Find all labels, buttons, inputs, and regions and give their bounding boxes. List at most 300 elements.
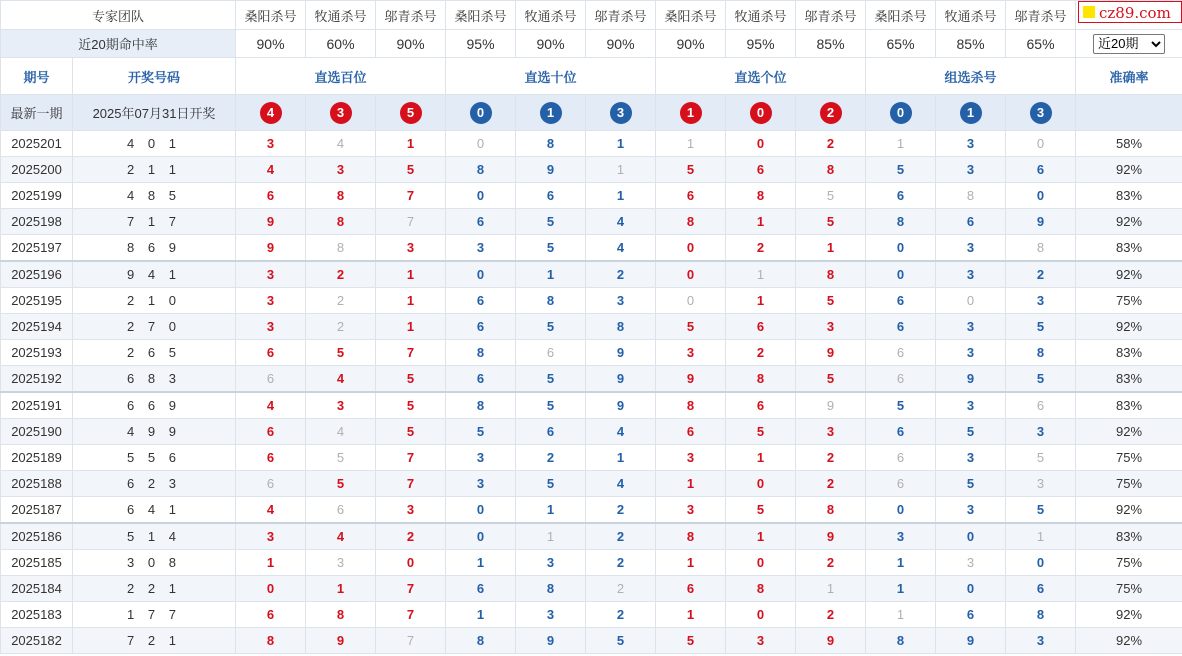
kill-number: 0 xyxy=(236,576,306,602)
kill-number: 1 xyxy=(656,550,726,576)
kill-number: 7 xyxy=(376,628,446,654)
accuracy: 75% xyxy=(1076,445,1182,471)
accuracy: 92% xyxy=(1076,602,1182,628)
col-period: 期号 xyxy=(1,58,73,95)
period-number: 2025199 xyxy=(1,183,73,209)
kill-number: 3 xyxy=(306,392,376,419)
col-group-tens: 直选十位 xyxy=(446,58,656,95)
prediction-ball: 0 xyxy=(750,102,772,124)
kill-number: 8 xyxy=(516,576,586,602)
expert-name: 桑阳杀号 xyxy=(446,1,516,30)
table-row xyxy=(1,628,1182,654)
kill-number: 8 xyxy=(516,288,586,314)
kill-number: 4 xyxy=(306,419,376,445)
kill-number: 0 xyxy=(446,183,516,209)
site-logo[interactable] xyxy=(1078,1,1182,23)
kill-number: 5 xyxy=(936,419,1006,445)
period-number: 2025185 xyxy=(1,550,73,576)
kill-number: 8 xyxy=(866,209,936,235)
draw-number: 2 1 1 xyxy=(73,157,236,183)
kill-number: 7 xyxy=(376,602,446,628)
col-group-combo: 组选杀号 xyxy=(866,58,1076,95)
accuracy: 92% xyxy=(1076,209,1182,235)
kill-number: 6 xyxy=(236,340,306,366)
logo-text: cz89.com xyxy=(1099,4,1171,22)
kill-number: 2 xyxy=(586,602,656,628)
table-row xyxy=(1,209,1182,235)
kill-number: 6 xyxy=(1006,392,1076,419)
col-draw: 开奖号码 xyxy=(73,58,236,95)
kill-number: 0 xyxy=(726,471,796,497)
kill-number: 3 xyxy=(236,261,306,288)
hit-rate: 85% xyxy=(796,30,866,58)
kill-number: 2 xyxy=(726,340,796,366)
kill-number: 6 xyxy=(656,576,726,602)
kill-number: 1 xyxy=(376,314,446,340)
draw-number: 4 9 9 xyxy=(73,419,236,445)
kill-number: 3 xyxy=(1006,419,1076,445)
period-number: 2025201 xyxy=(1,131,73,157)
kill-number: 8 xyxy=(446,340,516,366)
latest-ball-cell xyxy=(656,95,726,131)
kill-number: 4 xyxy=(306,131,376,157)
kill-number: 2 xyxy=(796,550,866,576)
kill-number: 8 xyxy=(446,157,516,183)
kill-number: 3 xyxy=(446,445,516,471)
kill-number: 9 xyxy=(796,523,866,550)
accuracy: 83% xyxy=(1076,183,1182,209)
kill-number: 8 xyxy=(306,209,376,235)
kill-number: 8 xyxy=(866,628,936,654)
kill-number: 5 xyxy=(306,471,376,497)
prediction-ball: 3 xyxy=(330,102,352,124)
latest-date: 2025年07月31日开奖 xyxy=(73,95,236,131)
kill-number: 6 xyxy=(516,340,586,366)
kill-number: 9 xyxy=(586,366,656,393)
kill-number: 6 xyxy=(1006,157,1076,183)
kill-number: 9 xyxy=(936,366,1006,393)
kill-number: 0 xyxy=(446,131,516,157)
kill-number: 6 xyxy=(726,314,796,340)
draw-number: 9 4 1 xyxy=(73,261,236,288)
kill-number: 3 xyxy=(656,445,726,471)
kill-number: 6 xyxy=(236,471,306,497)
table-row xyxy=(1,497,1182,524)
kill-number: 6 xyxy=(866,419,936,445)
kill-number: 3 xyxy=(516,602,586,628)
kill-number: 3 xyxy=(936,131,1006,157)
kill-number: 6 xyxy=(236,183,306,209)
draw-number: 5 5 6 xyxy=(73,445,236,471)
kill-number: 8 xyxy=(1006,235,1076,262)
expert-name: 桑阳杀号 xyxy=(866,1,936,30)
expert-name: 牧通杀号 xyxy=(936,1,1006,30)
kill-number: 6 xyxy=(1006,576,1076,602)
table-row xyxy=(1,471,1182,497)
hit-rate: 65% xyxy=(866,30,936,58)
table-row xyxy=(1,550,1182,576)
kill-number: 2 xyxy=(1006,261,1076,288)
kill-number: 5 xyxy=(726,419,796,445)
kill-number: 1 xyxy=(866,131,936,157)
table-row xyxy=(1,131,1182,157)
kill-number: 2 xyxy=(796,602,866,628)
accuracy: 83% xyxy=(1076,340,1182,366)
expert-name: 邬青杀号 xyxy=(376,1,446,30)
kill-number: 2 xyxy=(586,497,656,524)
kill-number: 4 xyxy=(586,471,656,497)
kill-number: 0 xyxy=(726,602,796,628)
draw-number: 5 1 4 xyxy=(73,523,236,550)
kill-number: 0 xyxy=(726,550,796,576)
kill-number: 5 xyxy=(516,209,586,235)
kill-number: 3 xyxy=(726,628,796,654)
hit-rate: 90% xyxy=(376,30,446,58)
kill-number: 3 xyxy=(936,157,1006,183)
accuracy: 75% xyxy=(1076,576,1182,602)
latest-accuracy-empty xyxy=(1076,95,1182,131)
kill-number: 1 xyxy=(516,497,586,524)
latest-ball-cell xyxy=(796,95,866,131)
table-row xyxy=(1,523,1182,550)
kill-number: 4 xyxy=(586,235,656,262)
period-number: 2025183 xyxy=(1,602,73,628)
kill-number: 1 xyxy=(236,550,306,576)
kill-number: 1 xyxy=(306,576,376,602)
kill-number: 4 xyxy=(236,392,306,419)
kill-number: 5 xyxy=(376,392,446,419)
kill-number: 4 xyxy=(306,366,376,393)
kill-number: 1 xyxy=(726,209,796,235)
kill-number: 2 xyxy=(726,235,796,262)
kill-number: 0 xyxy=(656,261,726,288)
kill-number: 1 xyxy=(516,523,586,550)
kill-number: 8 xyxy=(726,183,796,209)
expert-name: 牧通杀号 xyxy=(306,1,376,30)
kill-number: 6 xyxy=(866,314,936,340)
accuracy: 83% xyxy=(1076,523,1182,550)
kill-number: 5 xyxy=(796,366,866,393)
kill-number: 4 xyxy=(306,523,376,550)
prediction-ball: 1 xyxy=(540,102,562,124)
kill-number: 3 xyxy=(936,261,1006,288)
kill-number: 3 xyxy=(376,497,446,524)
kill-number: 0 xyxy=(656,235,726,262)
period-number: 2025188 xyxy=(1,471,73,497)
latest-ball-cell xyxy=(236,95,306,131)
latest-ball-cell xyxy=(376,95,446,131)
table-row xyxy=(1,392,1182,419)
kill-number: 2 xyxy=(586,576,656,602)
kill-number: 4 xyxy=(586,209,656,235)
kill-number: 3 xyxy=(236,131,306,157)
kill-number: 8 xyxy=(656,209,726,235)
hit-rate-row xyxy=(1,30,1182,58)
kill-number: 0 xyxy=(446,261,516,288)
column-header-row xyxy=(1,58,1182,95)
latest-label: 最新一期 xyxy=(1,95,73,131)
kill-number: 8 xyxy=(796,157,866,183)
table-row xyxy=(1,288,1182,314)
accuracy: 92% xyxy=(1076,419,1182,445)
kill-number: 9 xyxy=(796,628,866,654)
period-number: 2025196 xyxy=(1,261,73,288)
period-number: 2025194 xyxy=(1,314,73,340)
kill-number: 5 xyxy=(656,628,726,654)
kill-number: 3 xyxy=(586,288,656,314)
kill-number: 0 xyxy=(936,523,1006,550)
table-row xyxy=(1,366,1182,393)
kill-number: 0 xyxy=(1006,550,1076,576)
kill-number: 1 xyxy=(656,131,726,157)
accuracy: 92% xyxy=(1076,261,1182,288)
kill-number: 5 xyxy=(936,471,1006,497)
kill-number: 5 xyxy=(1006,497,1076,524)
period-number: 2025189 xyxy=(1,445,73,471)
draw-number: 2 2 1 xyxy=(73,576,236,602)
kill-number: 1 xyxy=(726,523,796,550)
kill-number: 0 xyxy=(936,288,1006,314)
kill-number: 5 xyxy=(656,157,726,183)
period-number: 2025197 xyxy=(1,235,73,262)
kill-number: 2 xyxy=(796,131,866,157)
table-row xyxy=(1,576,1182,602)
prediction-ball: 1 xyxy=(680,102,702,124)
expert-name: 邬青杀号 xyxy=(1006,1,1076,30)
kill-number: 1 xyxy=(376,131,446,157)
kill-number: 9 xyxy=(1006,209,1076,235)
kill-number: 0 xyxy=(1006,131,1076,157)
kill-number: 8 xyxy=(1006,602,1076,628)
kill-number: 1 xyxy=(446,602,516,628)
kill-number: 8 xyxy=(306,235,376,262)
kill-number: 8 xyxy=(446,392,516,419)
kill-number: 2 xyxy=(586,523,656,550)
table-row xyxy=(1,157,1182,183)
kill-number: 2 xyxy=(796,471,866,497)
kill-number: 5 xyxy=(866,157,936,183)
kill-number: 1 xyxy=(446,550,516,576)
kill-number: 8 xyxy=(306,602,376,628)
kill-number: 1 xyxy=(656,471,726,497)
draw-number: 2 6 5 xyxy=(73,340,236,366)
draw-number: 6 4 1 xyxy=(73,497,236,524)
period-range-select[interactable] xyxy=(1093,34,1165,54)
kill-number: 9 xyxy=(516,157,586,183)
kill-number: 9 xyxy=(586,340,656,366)
table-row xyxy=(1,314,1182,340)
period-number: 2025190 xyxy=(1,419,73,445)
kill-number: 5 xyxy=(516,392,586,419)
kill-number: 3 xyxy=(446,235,516,262)
kill-number: 6 xyxy=(236,602,306,628)
table-row xyxy=(1,445,1182,471)
expert-row xyxy=(1,1,1182,30)
kill-number: 3 xyxy=(1006,628,1076,654)
accuracy: 92% xyxy=(1076,157,1182,183)
kill-number: 3 xyxy=(236,523,306,550)
kill-number: 6 xyxy=(446,209,516,235)
latest-ball-cell xyxy=(306,95,376,131)
kill-number: 1 xyxy=(586,157,656,183)
kill-number: 5 xyxy=(376,419,446,445)
draw-number: 8 6 9 xyxy=(73,235,236,262)
period-number: 2025198 xyxy=(1,209,73,235)
prediction-ball: 3 xyxy=(1030,102,1052,124)
hit-rate: 85% xyxy=(936,30,1006,58)
table-row xyxy=(1,340,1182,366)
kill-number: 6 xyxy=(866,288,936,314)
kill-number: 6 xyxy=(236,366,306,393)
kill-number: 8 xyxy=(516,131,586,157)
kill-number: 3 xyxy=(866,523,936,550)
latest-ball-cell xyxy=(936,95,1006,131)
kill-number: 8 xyxy=(586,314,656,340)
kill-number: 6 xyxy=(656,419,726,445)
kill-number: 0 xyxy=(936,576,1006,602)
kill-number: 8 xyxy=(796,261,866,288)
accuracy: 75% xyxy=(1076,471,1182,497)
kill-number: 1 xyxy=(656,602,726,628)
period-number: 2025191 xyxy=(1,392,73,419)
kill-number: 2 xyxy=(306,261,376,288)
kill-number: 8 xyxy=(656,523,726,550)
period-number: 2025192 xyxy=(1,366,73,393)
prediction-ball: 0 xyxy=(470,102,492,124)
hit-rate: 90% xyxy=(586,30,656,58)
kill-number: 3 xyxy=(936,392,1006,419)
draw-number: 4 0 1 xyxy=(73,131,236,157)
expert-name: 邬青杀号 xyxy=(586,1,656,30)
kill-number: 8 xyxy=(936,183,1006,209)
kill-number: 5 xyxy=(516,471,586,497)
col-accuracy: 准确率 xyxy=(1076,58,1182,95)
period-number: 2025187 xyxy=(1,497,73,524)
kill-number: 9 xyxy=(656,366,726,393)
kill-number: 3 xyxy=(936,550,1006,576)
kill-number: 3 xyxy=(936,497,1006,524)
prediction-ball: 0 xyxy=(890,102,912,124)
prediction-ball: 2 xyxy=(820,102,842,124)
kill-number: 4 xyxy=(236,157,306,183)
accuracy: 92% xyxy=(1076,497,1182,524)
logo-square-icon xyxy=(1083,6,1095,18)
kill-number: 1 xyxy=(866,550,936,576)
kill-number: 1 xyxy=(1006,523,1076,550)
prediction-ball: 3 xyxy=(610,102,632,124)
hit-rate: 95% xyxy=(726,30,796,58)
hit-rate: 65% xyxy=(1006,30,1076,58)
period-number: 2025186 xyxy=(1,523,73,550)
kill-number: 2 xyxy=(306,314,376,340)
kill-number: 6 xyxy=(446,576,516,602)
kill-number: 0 xyxy=(726,131,796,157)
kill-number: 5 xyxy=(866,392,936,419)
expert-name: 桑阳杀号 xyxy=(236,1,306,30)
kill-number: 1 xyxy=(376,288,446,314)
kill-number: 5 xyxy=(376,366,446,393)
accuracy: 58% xyxy=(1076,131,1182,157)
kill-number: 6 xyxy=(866,183,936,209)
kill-number: 9 xyxy=(306,628,376,654)
kill-number: 3 xyxy=(936,235,1006,262)
latest-ball-cell xyxy=(866,95,936,131)
latest-ball-cell xyxy=(446,95,516,131)
hit-rate: 60% xyxy=(306,30,376,58)
kill-number: 5 xyxy=(796,288,866,314)
kill-number: 9 xyxy=(796,340,866,366)
kill-number: 1 xyxy=(516,261,586,288)
kill-number: 6 xyxy=(236,419,306,445)
kill-number: 1 xyxy=(726,261,796,288)
kill-number: 6 xyxy=(866,471,936,497)
accuracy: 92% xyxy=(1076,314,1182,340)
kill-number: 0 xyxy=(656,288,726,314)
kill-number: 3 xyxy=(656,497,726,524)
kill-number: 8 xyxy=(446,628,516,654)
kill-number: 3 xyxy=(936,445,1006,471)
kill-number: 3 xyxy=(376,235,446,262)
kill-number: 3 xyxy=(656,340,726,366)
kill-number: 4 xyxy=(586,419,656,445)
latest-ball-cell xyxy=(516,95,586,131)
kill-number: 3 xyxy=(936,314,1006,340)
period-number: 2025193 xyxy=(1,340,73,366)
kill-number: 5 xyxy=(376,157,446,183)
kill-number: 1 xyxy=(726,288,796,314)
draw-number: 3 0 8 xyxy=(73,550,236,576)
kill-number: 2 xyxy=(306,288,376,314)
draw-number: 4 8 5 xyxy=(73,183,236,209)
kill-number: 9 xyxy=(236,209,306,235)
kill-number: 5 xyxy=(656,314,726,340)
kill-number: 9 xyxy=(236,235,306,262)
period-select-cell xyxy=(1076,30,1182,58)
kill-number: 0 xyxy=(866,261,936,288)
kill-number: 0 xyxy=(866,497,936,524)
kill-number: 5 xyxy=(516,366,586,393)
draw-number: 1 7 7 xyxy=(73,602,236,628)
kill-number: 3 xyxy=(936,340,1006,366)
kill-number: 6 xyxy=(936,602,1006,628)
accuracy: 75% xyxy=(1076,288,1182,314)
kill-number: 6 xyxy=(866,340,936,366)
kill-number: 8 xyxy=(236,628,306,654)
table-row xyxy=(1,261,1182,288)
kill-number: 5 xyxy=(446,419,516,445)
kill-number: 0 xyxy=(446,497,516,524)
kill-number: 1 xyxy=(866,576,936,602)
kill-number: 7 xyxy=(376,340,446,366)
kill-number: 1 xyxy=(586,445,656,471)
kill-number: 5 xyxy=(306,445,376,471)
kill-number: 3 xyxy=(796,419,866,445)
kill-number: 6 xyxy=(726,392,796,419)
kill-number: 1 xyxy=(586,183,656,209)
kill-number: 5 xyxy=(516,314,586,340)
accuracy: 92% xyxy=(1076,628,1182,654)
latest-ball-cell xyxy=(1006,95,1076,131)
hit-rate: 90% xyxy=(516,30,586,58)
kill-number: 0 xyxy=(446,523,516,550)
kill-number: 5 xyxy=(726,497,796,524)
table-row xyxy=(1,419,1182,445)
kill-number: 5 xyxy=(516,235,586,262)
kill-number: 6 xyxy=(446,288,516,314)
kill-number: 3 xyxy=(796,314,866,340)
draw-number: 6 6 9 xyxy=(73,392,236,419)
kill-number: 5 xyxy=(1006,314,1076,340)
